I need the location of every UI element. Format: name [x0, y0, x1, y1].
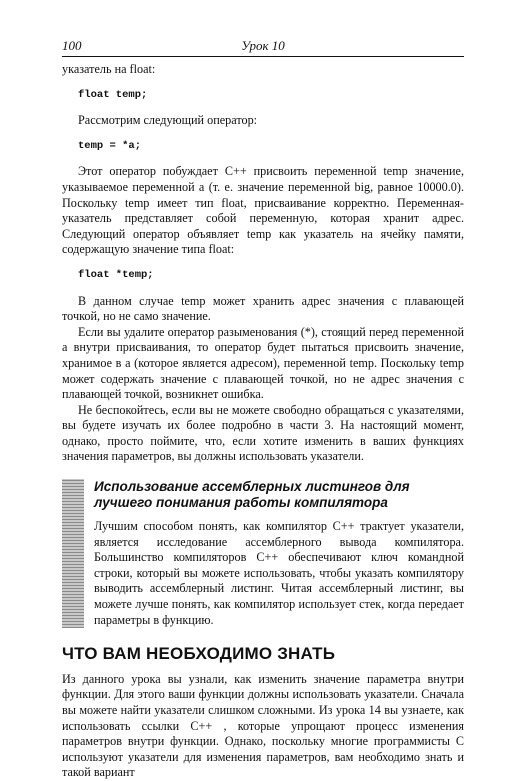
paragraph-3: Если вы удалите оператор разыменования (*), стоящий перед переменной a внутри присваивания, то оператор будет пытаться присвоить значение, хранимое в a (которое является адресом), переменной temp. Поскольку temp может содержать значение с плавающей точкой, но не адрес значения с плавающей точкой, возникнет ошибка. [62, 324, 464, 402]
sidebar-text: Лучшим способом понять, как компилятор С++ трактует указатели, является исследование ассемблерного вывода компилятора. Большинство компиляторов С++ обеспечивают ключ командной строки, который вы можете использовать, чтобы указать компилятору выводить ассемблерный листинг. Читая ассемблерный листинг, вы можете лучше понять, как компилятор использует стек, когда передает параметры в функцию. [94, 519, 464, 627]
running-head: Урок 10 [241, 38, 285, 53]
section-title: ЧТО ВАМ НЕОБХОДИМО ЗНАТЬ [62, 644, 336, 664]
sidebar-title: Использование ассемблерных листингов для лучшего понимания работы компилятора [94, 479, 410, 511]
code-declaration-temp: float temp; [78, 88, 148, 101]
sidebar-marker-bar [62, 479, 84, 628]
code-assignment: temp = *a; [78, 139, 142, 152]
intro-line: указатель на float: [62, 62, 156, 76]
section-text: Из данного урока вы узнали, как изменить значение параметра внутри функции. Для этого ваши функции должны использовать указатели. Сначала вы можете найти указатели слишком сложными. Из урока 14 вы узнаете, как использовать ссылки С++ , которые упрощают процесс изменения параметров внутри функции. Однако, поскольку многие программисты С используют указатели для изменения параметров, вам необходимо знать и такой вариант [62, 671, 464, 780]
page-number: 100 [62, 38, 82, 53]
paragraph-4: Не беспокойтесь, если вы не можете свободно обращаться с указателями, вы будете изучать их более подробно в части 3. На настоящий момент, однако, просто поймите, что, если хотите изменить в ваших функциях значения параметров, вы должны использовать указатели. [62, 402, 464, 464]
page-content [62, 62, 464, 781]
paragraph-consider: Рассмотрим следующий оператор: [78, 113, 258, 128]
paragraph-2: В данном случае temp может хранить адрес значения с плавающей точкой, но не само значение. [62, 293, 464, 324]
page-header [62, 34, 464, 57]
paragraph-1: Этот оператор побуждает С++ присвоить переменной temp значение, указываемое переменной a (т. е. значение переменной big, равное 10000.0). Поскольку temp имеет тип float, присваивание корректно. Переменная-указатель представляет собой переменную, которая хранит адрес. Следующий оператор объявляет temp как указатель на ячейку памяти, содержащую значение типа float: [62, 164, 464, 257]
code-pointer-declaration: float *temp; [78, 268, 154, 281]
sidebar-note [62, 479, 464, 628]
